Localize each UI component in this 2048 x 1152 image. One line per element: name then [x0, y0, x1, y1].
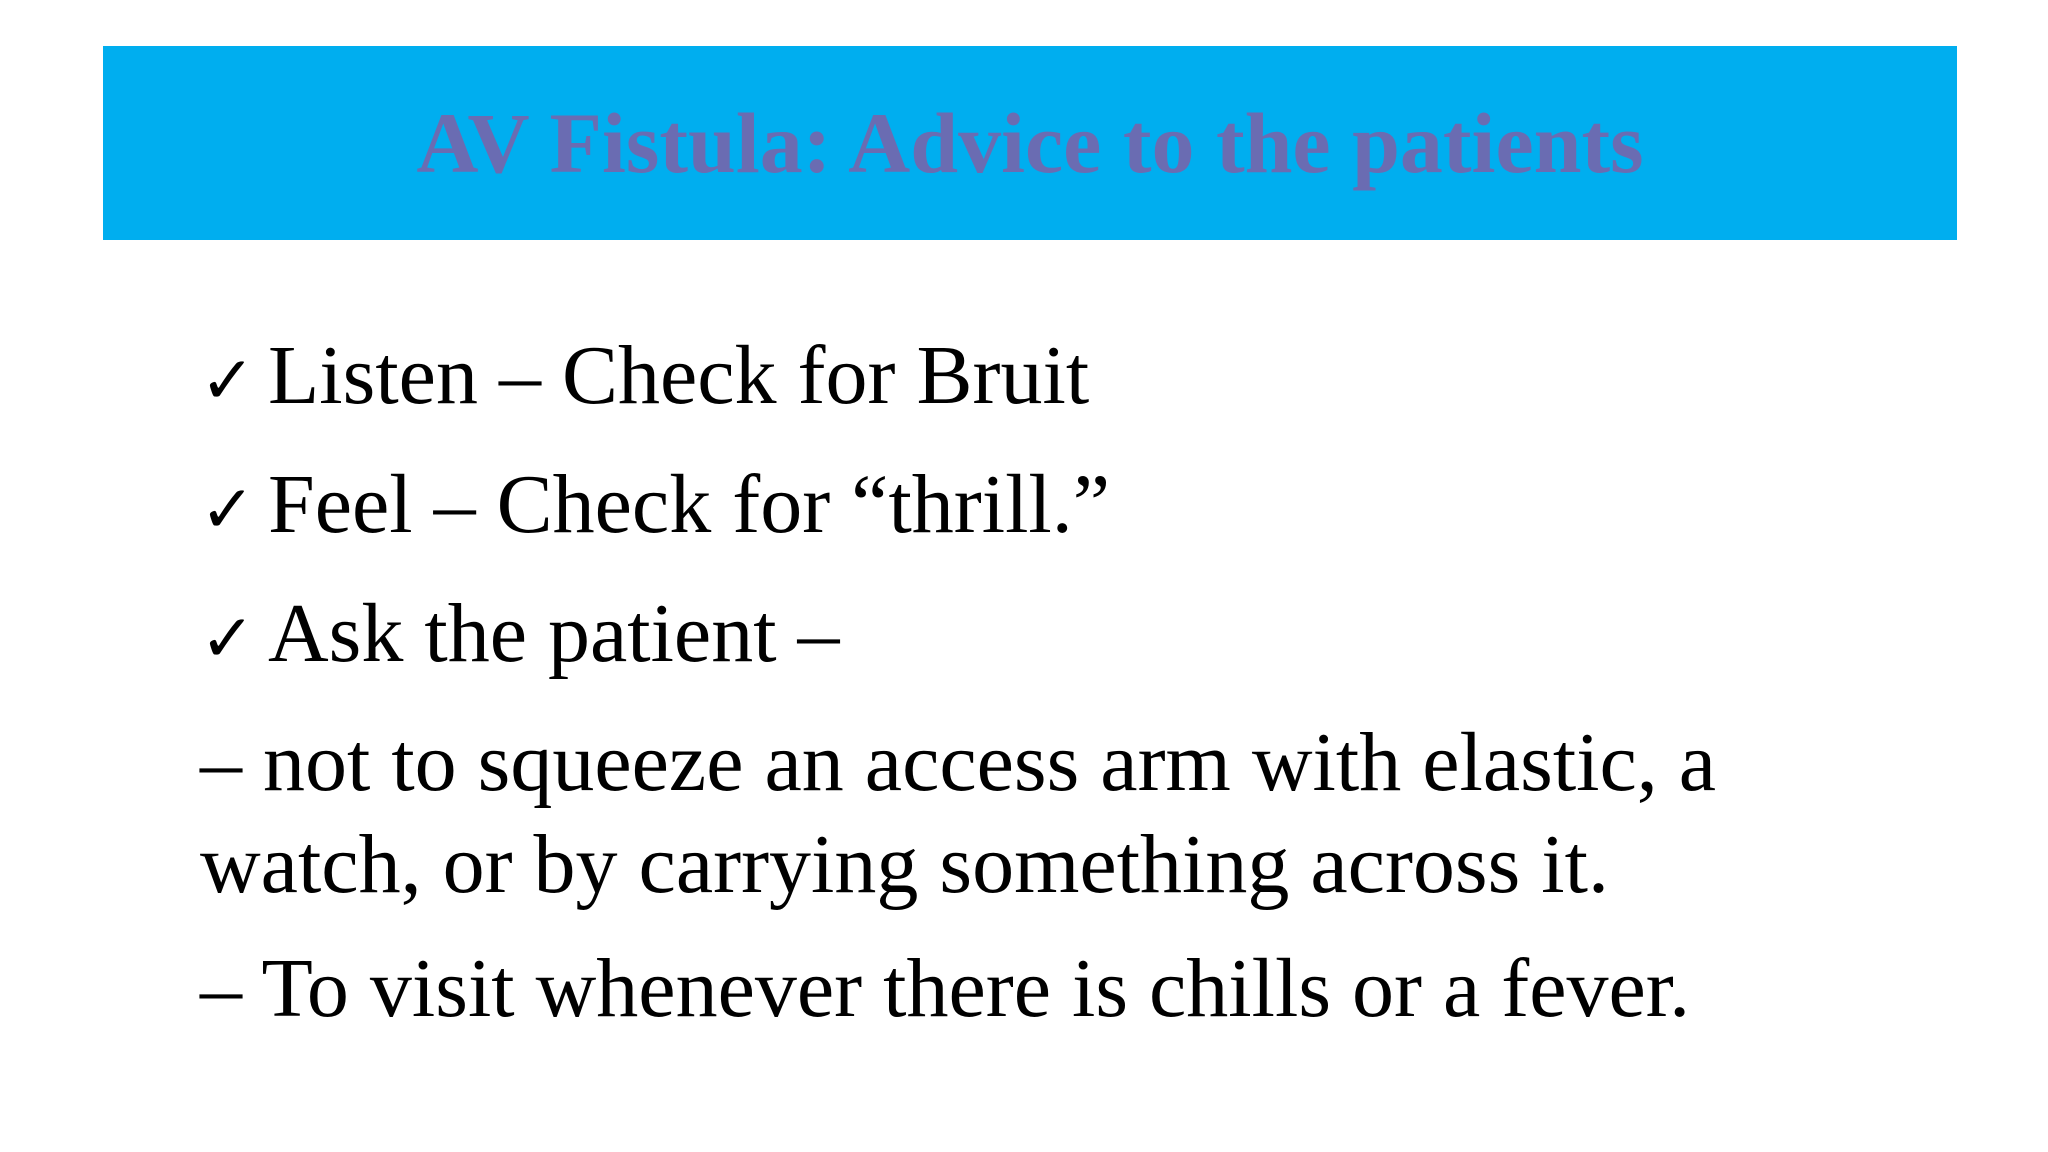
- check-mark-icon: ✓: [200, 600, 256, 677]
- bullet-feel: [200, 455, 1900, 560]
- sub-point-visit: [200, 939, 1900, 1039]
- sub-point-squeeze-line-1: [200, 713, 1900, 813]
- bullet-text: Feel – Check for “thrill.”: [268, 458, 1111, 551]
- slide-title: AV Fistula: Advice to the patients: [416, 95, 1644, 191]
- bullet-text: Listen – Check for Bruit: [268, 329, 1090, 422]
- title-banner: [103, 46, 1957, 240]
- bullet-text: Ask the patient –: [268, 587, 840, 680]
- sub-point-squeeze-line-2: [200, 815, 1900, 915]
- sub-point-text: – To visit whenever there is chills or a fever.: [200, 942, 1691, 1035]
- bullet-ask: [200, 584, 1900, 689]
- bullet-listen: [200, 326, 1900, 431]
- check-mark-icon: ✓: [200, 342, 256, 419]
- sub-point-text: – not to squeeze an access arm with elastic, a: [200, 716, 1717, 809]
- slide-content: [200, 318, 1900, 1039]
- sub-point-text: watch, or by carrying something across it.: [200, 818, 1609, 911]
- check-mark-icon: ✓: [200, 471, 256, 548]
